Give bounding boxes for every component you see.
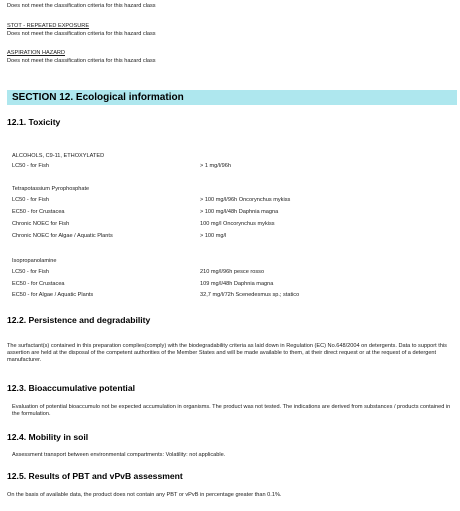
toxicity-heading: 12.1. Toxicity xyxy=(7,117,61,127)
pbt-text: On the basis of available data, the product does not contain any PBT or vPvB in percentage greater than 0.1%. xyxy=(7,492,282,498)
stot-heading: STOT - REPEATED EXPOSURE xyxy=(7,23,90,29)
tox-value: 100 mg/l Oncorynchus mykiss xyxy=(200,221,275,227)
bioaccumulative-text: Evaluation of potential bioaccumulo not be expected accumulation in organisms. The product was not tested. The indications are derived from substances / products contained in the formulation. xyxy=(12,404,451,417)
tox-label: Chronic NOEC for Fish xyxy=(12,221,70,227)
substance-name: Tetrapotassium Pyrophosphate xyxy=(12,186,90,192)
persistence-text: The surfactant(s) contained in this preparation complies(comply) with the biodegradability criteria as laid down in Regulation (EC) No.648/2004 on detergents. Data to support this assertion are held at the disposal of the competent authorities of the Member States and will be made available to them, at their direct request or at the request of a detergent manufacturer. xyxy=(7,343,447,363)
tox-value: > 100 mg/l xyxy=(200,233,227,239)
tox-label: Chronic NOEC for Algae / Aquatic Plants xyxy=(12,233,113,239)
tox-label: EC50 - for Crustacea xyxy=(12,209,65,215)
tox-label: LC50 - for Fish xyxy=(12,163,49,169)
mobility-heading: 12.4. Mobility in soil xyxy=(7,432,89,442)
tox-label: EC50 - for Algae / Aquatic Plants xyxy=(12,292,94,298)
bioaccumulative-heading: 12.3. Bioaccumulative potential xyxy=(7,383,135,393)
tox-value: 32,7 mg/l/72h Scenedesmus sp.; statico xyxy=(200,292,300,298)
persistence-heading: 12.2. Persistence and degradability xyxy=(7,315,151,325)
substance-name: Isopropanolamine xyxy=(12,258,57,264)
aspiration-text: Does not meet the classification criteria for this hazard class xyxy=(7,58,156,64)
tox-label: LC50 - for Fish xyxy=(12,197,49,203)
pbt-heading: 12.5. Results of PBT and vPvB assessment xyxy=(7,471,183,481)
tox-value: > 100 mg/l/48h Daphnia magna xyxy=(200,209,279,215)
tox-value: > 1 mg/l/96h xyxy=(200,163,231,169)
tox-label: LC50 - for Fish xyxy=(12,269,49,275)
tox-value: 210 mg/l/96h pesce rosso xyxy=(200,269,265,275)
section-12-header xyxy=(7,90,457,105)
tox-label: EC50 - for Crustacea xyxy=(12,281,65,287)
hazard-class-note: Does not meet the classification criteria for this hazard class xyxy=(7,3,156,9)
tox-value: 109 mg/l/48h Daphnia magna xyxy=(200,281,274,287)
mobility-text: Assessment transport between environmental compartments: Volatility: not applicable. xyxy=(12,452,226,458)
substance-name: ALCOHOLS, C9-11, ETHOXYLATED xyxy=(12,153,105,159)
aspiration-heading: ASPIRATION HAZARD xyxy=(7,50,66,56)
section-title: SECTION 12. Ecological information xyxy=(12,92,184,103)
tox-value: > 100 mg/l/96h Oncorynchus mykiss xyxy=(200,197,291,203)
stot-text: Does not meet the classification criteria for this hazard class xyxy=(7,31,156,37)
